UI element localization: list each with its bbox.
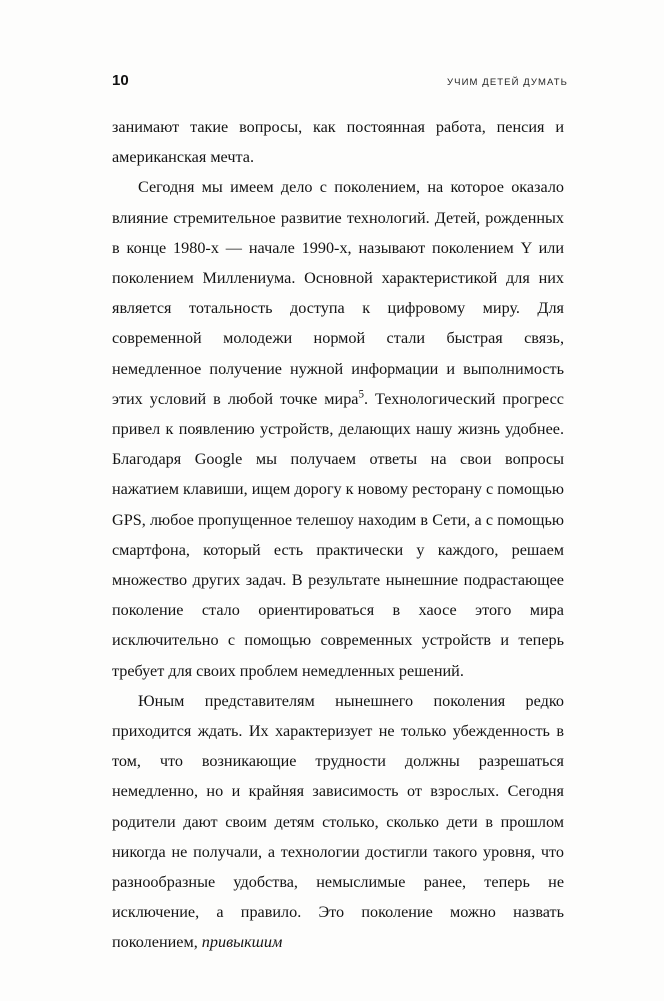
text-run: Сегодня мы имеем дело с поколением, на которое оказало влияние стремительное развитие технологий. Детей, рожденных в конце 1980-х — начале 1990-х, называют поколением Y или поколением Миллениума. Основной характеристикой для них является тотальность доступа к цифровому миру. Для современной молодежи нормой стали быстрая связь, немедленное получение нужной информации и выполнимость этих условий в любой точке мира — [112, 178, 564, 408]
running-head: УЧИМ ДЕТЕЙ ДУМАТЬ — [447, 77, 568, 88]
page-body — [112, 112, 564, 958]
text-run: . Технологический прогресс привел к появлению устройств, делающих нашу жизнь удобнее. Благодаря Google мы получаем ответы на свои вопросы нажатием клавиши, ищем дорогу к новому ресторану с помощью GPS, любое пропущенное телешоу находим в Сети, а с помощью смартфона, который есть практически у каждого, решаем множество других задач. В результате нынешние подрастающее поколение стало ориентироваться в хаосе этого мира исключительно с помощью современных устройств и теперь требует для своих проблем немедленных решений. — [112, 389, 564, 680]
paragraph — [112, 686, 564, 958]
paragraph — [112, 172, 564, 685]
text-run: Юным представителям нынешнего поколения редко приходится ждать. Их характеризует не только убежденность в том, что возникающие трудности должны разрешаться немедленно, но и крайняя зависимость от взрослых. Сегодня родители дают своим детям столько, сколько дети в прошлом никогда не получали, а технологии достигли такого уровня, что разнообразные удобства, немыслимые ранее, теперь не исключение, а правило. Это поколение можно назвать поколением, — [112, 691, 564, 952]
emphasis-text: привыкшим — [201, 933, 283, 952]
page-header — [112, 72, 568, 90]
page-number: 10 — [112, 72, 129, 89]
footnote-marker: 5 — [358, 388, 364, 401]
text-run: занимают такие вопросы, как постоянная работа, пенсия и американская мечта. — [112, 118, 564, 167]
paragraph — [112, 112, 564, 172]
